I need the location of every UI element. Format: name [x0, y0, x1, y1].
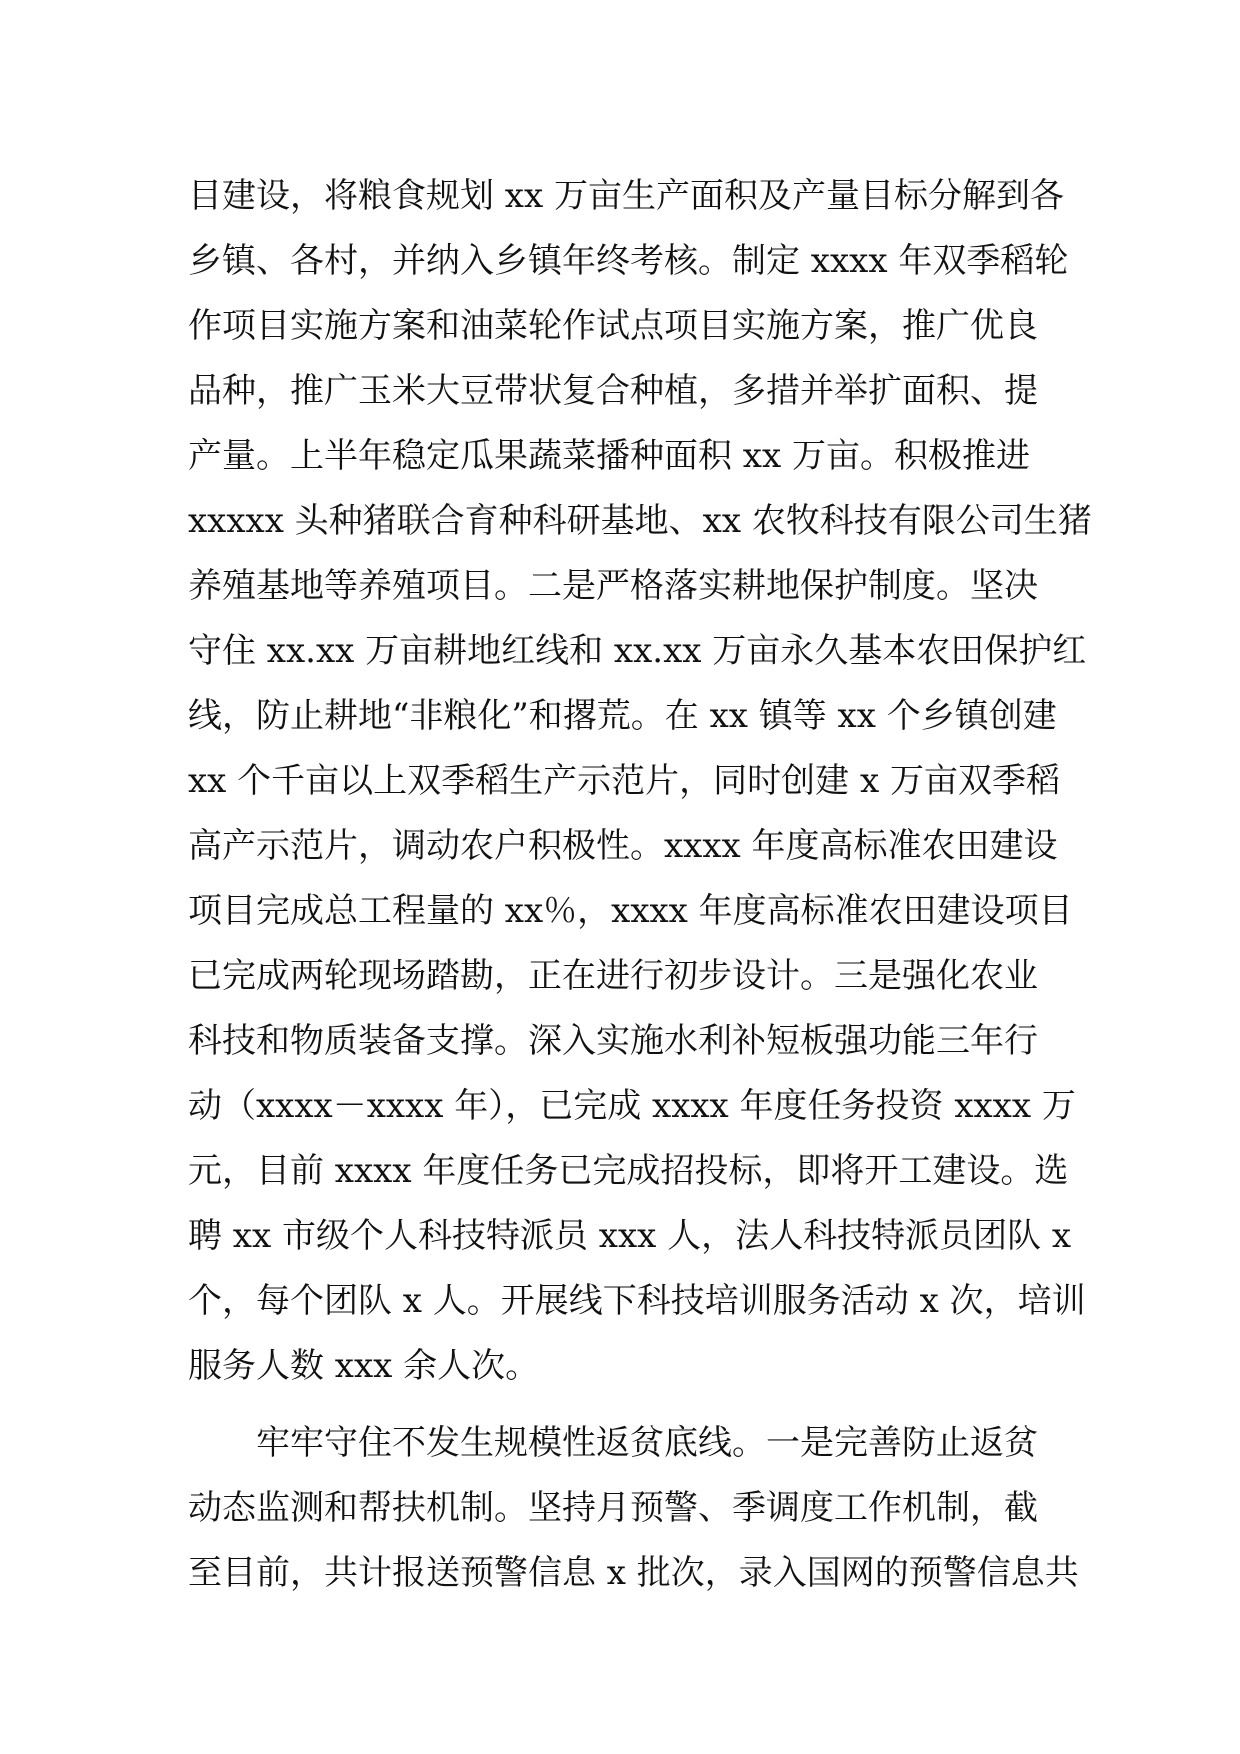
- text-line: 产量。上半年稳定瓜果蔬菜播种面积 xx 万亩。积极推进: [188, 436, 1030, 476]
- text-line: 动态监测和帮扶机制。坚持月预警、季调度工作机制，截: [188, 1488, 1038, 1528]
- text-line: 服务人数 xxx 余人次。: [188, 1346, 540, 1386]
- text-line: 元，目前 xxxx 年度任务已完成招投标，即将开工建设。选: [188, 1151, 1069, 1191]
- text-line: 已完成两轮现场踏勘，正在进行初步设计。三是强化农业: [188, 956, 1038, 996]
- text-line: 守住 xx.xx 万亩耕地红线和 xx.xx 万亩永久基本农田保护红: [188, 631, 1087, 671]
- text-line: 项目完成总工程量的 xx％，xxxx 年度高标准农田建设项目: [188, 891, 1073, 931]
- text-line: 聘 xx 市级个人科技特派员 xxx 人，法人科技特派员团队 x: [188, 1216, 1072, 1256]
- text-line: 线，防止耕地“非粮化”和撂荒。在 xx 镇等 xx 个乡镇创建: [188, 696, 1057, 736]
- text-line: 至目前，共计报送预警信息 x 批次，录入国网的预警信息共: [188, 1553, 1079, 1593]
- text-line: 品种，推广玉米大豆带状复合种植，多措并举扩面积、提: [188, 371, 1038, 411]
- text-line: xx 个千亩以上双季稻生产示范片，同时创建 x 万亩双季稻: [188, 761, 1060, 801]
- text-line: 目建设，将粮食规划 xx 万亩生产面积及产量目标分解到各: [188, 176, 1064, 216]
- text-line: 高产示范片，调动农户积极性。xxxx 年度高标准农田建设: [188, 826, 1058, 866]
- document-body: [188, 164, 1092, 1606]
- paragraph-spacing: [188, 1399, 1068, 1411]
- text-line: 乡镇、各村，并纳入乡镇年终考核。制定 xxxx 年双季稻轮: [188, 241, 1069, 281]
- text-line: 动（xxxx－xxxx 年），已完成 xxxx 年度任务投资 xxxx 万: [188, 1086, 1076, 1126]
- text-line: xxxxx 头种猪联合育种科研基地、xx 农牧科技有限公司生猪: [188, 501, 1092, 541]
- paragraph-2: [188, 1411, 1079, 1606]
- paragraph-1: [188, 164, 1092, 1399]
- text-line: 养殖基地等养殖项目。二是严格落实耕地保护制度。坚决: [188, 566, 1038, 606]
- text-line: 作项目实施方案和油菜轮作试点项目实施方案，推广优良: [188, 306, 1038, 346]
- text-line: 牢牢守住不发生规模性返贫底线。一是完善防止返贫: [256, 1423, 1038, 1463]
- text-line: 科技和物质装备支撑。深入实施水利补短板强功能三年行: [188, 1021, 1038, 1061]
- text-line: 个，每个团队 x 人。开展线下科技培训服务活动 x 次，培训: [188, 1281, 1086, 1321]
